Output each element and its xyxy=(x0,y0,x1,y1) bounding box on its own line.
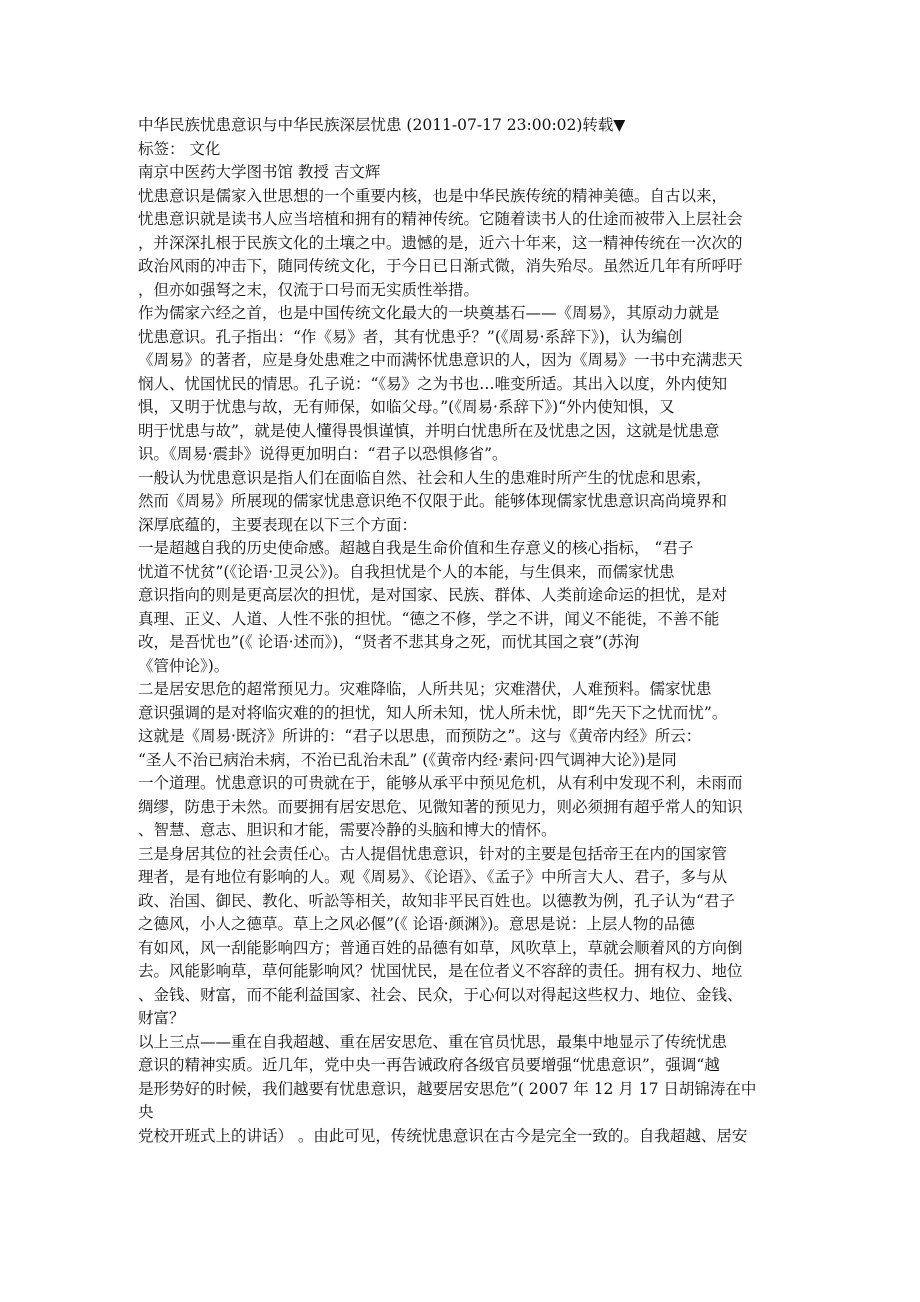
text-line: 意识的精神实质。近几年，党中央一再告诫政府各级官员要增强“忧患意识”，强调“越 xyxy=(138,1056,720,1074)
text-line: 一个道理。忧患意识的可贵就在于，能够从承平中预见危机，从有利中发现不利，未雨而 xyxy=(138,774,743,792)
text-line: 三是身居其位的社会责任心。古人提倡忧患意识，针对的主要是包括帝王在内的国家管 xyxy=(138,844,728,863)
text-line: 有如风，风一刮能影响四方；普通百姓的品德有如草，风吹草上，草就会顺着风的方向倒 xyxy=(138,938,743,957)
text-line: 忧患意识是儒家入世思想的一个重要内核，也是中华民族传统的精神美德。自古以来， xyxy=(138,186,728,205)
text-line: 明于忧患与故”，就是使人懂得畏惧谨慎，并明白忧患所在及忧患之因，这就是忧患意 xyxy=(138,421,720,440)
text-line: 识。《周易·震卦》说得更加明白：“君子以恐惧修省”。 xyxy=(138,445,508,463)
text-line: 意识指向的则是更高层次的担忧，是对国家、民族、群体、人类前途命运的担忧，是对 xyxy=(138,586,728,604)
text-line: 《周易》的著者，应是身处患难之中而满怀忧患意识的人，因为《周易》一书中充满悲天 xyxy=(138,351,743,369)
text-line: 是形势好的时候，我们越要有忧患意识，越要居安思危”( 2007 年 12 月 17 日胡锦涛在中 xyxy=(138,1079,757,1098)
text-line: 《管仲论》)。 xyxy=(138,656,230,675)
text-line: 真理、正义、人道、人性不张的担忧。“德之不修，学之不讲，闻义不能徙，不善不能 xyxy=(138,609,720,628)
text-line: ，但亦如强弩之末，仅流于口号而无实质性举措。 xyxy=(138,280,480,299)
text-line: 、金钱、财富，而不能利益国家、社会、民众，于心何以对得起这些权力、地位、金钱、 xyxy=(138,985,743,1004)
text-line: 绸缪，防患于未然。而要拥有居安思危、见微知著的预见力，则必须拥有超乎常人的知识 xyxy=(138,797,743,816)
text-line: 然而《周易》所展现的儒家忧患意识绝不仅限于此。能够体现儒家忧患意识高尚境界和 xyxy=(138,492,728,510)
text-line: 政治风雨的冲击下，随同传统文化，于今日已日渐式微，消失殆尽。虽然近几年有所呼吁 xyxy=(138,257,743,275)
text-line: 改，是吾忧也”(《 论语·述而》)，“贤者不悲其身之死，而忧其国之衰”(苏洵 xyxy=(138,633,640,651)
text-line: 悯人、忧国忧民的情思。孔子说：“《易》之为书也…唯变所适。其出入以度，外内使知 xyxy=(138,374,728,393)
text-line: 忧患意识。孔子指出：“作《易》者，其有忧患乎？”(《周易·系辞下》)，认为编创 xyxy=(138,327,683,346)
tags-line: 标签： 文化 xyxy=(138,139,221,158)
text-line: 党校开班式上的讲话） 。由此可见，传统忧患意识在古今是完全一致的。自我超越、居安 xyxy=(138,1126,748,1145)
text-line: 惧，又明于忧患与故，无有师保，如临父母。”(《周易·系辞下》)“外内使知惧，又 xyxy=(138,398,675,416)
text-line: 财富？ xyxy=(138,1009,185,1027)
text-line: 以上三点——重在自我超越、重在居安思危、重在官员忧思，最集中地显示了传统忧患 xyxy=(138,1032,728,1051)
article-title: 中华民族忧患意识与中华民族深层忧患 (2011-07-17 23:00:02)转载▼ xyxy=(138,116,626,134)
text-line: 忧道不忧贫”(《论语·卫灵公》)。自我担忧是个人的本能，与生俱来，而儒家忧患 xyxy=(138,562,675,581)
text-line: 这就是《周易·既济》所讲的：“君子以思患，而预防之”。这与《黄帝内经》所云： xyxy=(138,727,702,745)
text-line: 央 xyxy=(138,1103,154,1121)
text-line: 之德风，小人之德草。草上之风必偃”(《 论语·颜渊》)。意思是说：上层人物的品德 xyxy=(138,915,695,933)
text-line: 去。风能影响草，草何能影响风？忧国忧民，是在位者义不容辞的责任。拥有权力、地位 xyxy=(138,962,743,980)
text-line: 一般认为忧患意识是指人们在面临自然、社会和人生的患难时所产生的忧虑和思索， xyxy=(138,468,712,487)
text-line: 二是居安思危的超常预见力。灾难降临，人所共见；灾难潜伏，人难预料。儒家忧患 xyxy=(138,680,712,698)
text-line: 理者，是有地位有影响的人。观《周易》、《论语》、《孟子》中所言大人、君子，多与从 xyxy=(138,868,728,886)
text-line: “圣人不治已病治未病，不治已乱治未乱” (《黄帝内经·素问·四气调神大论》)是同 xyxy=(138,750,677,769)
text-line: 忧患意识就是读书人应当培植和拥有的精神传统。它随着读书人的仕途而被带入上层社会 xyxy=(138,210,743,228)
text-line: 一是超越自我的历史使命感。超越自我是生命价值和生存意义的核心指标， “君子 xyxy=(138,539,694,557)
text-line: 深厚底蕴的，主要表现在以下三个方面： xyxy=(138,515,418,534)
text-line: 作为儒家六经之首，也是中国传统文化最大的一块奠基石——《周易》，其原动力就是 xyxy=(138,304,720,322)
text-line: 、智慧、意志、胆识和才能，需要冷静的头脑和博大的情怀。 xyxy=(138,821,557,839)
text-line: 政、治国、御民、教化、听訟等相关，故知非平民百姓也。以德教为例，孔子认为“君子 xyxy=(138,891,735,910)
text-line: ，并深深扎根于民族文化的土壤之中。遗憾的是，近六十年来，这一精神传统在一次次的 xyxy=(138,233,743,252)
author-line: 南京中医药大学图书馆 教授 吉文辉 xyxy=(138,163,381,181)
document-body xyxy=(138,114,788,1148)
text-line: 意识强调的是对将临灾难的的担忧，知人所未知，忧人所未忧，即“先天下之忧而忧”。 xyxy=(138,703,728,722)
